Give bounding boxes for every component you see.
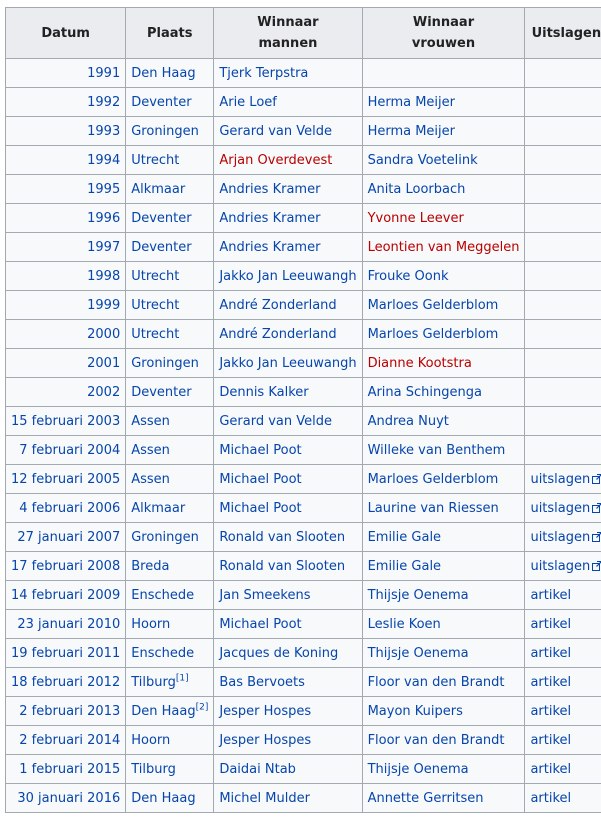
cell-uitslagen (525, 639, 601, 668)
winner-men-link[interactable]: Michael Poot (219, 442, 302, 458)
cell-datum (6, 349, 126, 378)
cell-datum (6, 146, 126, 175)
cell-uitslagen (525, 204, 601, 233)
cell-datum (6, 552, 126, 581)
winner-women-link[interactable]: Yvonne Leever (367, 210, 464, 226)
cell-winnaar-vrouwen (362, 349, 525, 378)
cell-winnaar-mannen (214, 117, 362, 146)
place-link[interactable]: Alkmaar (131, 500, 186, 516)
cell-uitslagen (525, 436, 601, 465)
date-link[interactable]: 1994 (87, 152, 121, 168)
place-link[interactable]: Tilburg (131, 761, 176, 777)
cell-winnaar-vrouwen (362, 668, 525, 697)
winner-men-link[interactable]: Michael Poot (219, 500, 302, 516)
table-row (6, 378, 601, 407)
cell-datum (6, 697, 126, 726)
table-row (6, 146, 601, 175)
winner-men-link[interactable]: Arie Loef (219, 94, 277, 110)
date-link[interactable]: 2 februari 2013 (19, 703, 121, 719)
date-link[interactable]: 1995 (87, 181, 121, 197)
cell-winnaar-mannen (214, 668, 362, 697)
place-link[interactable]: Assen (131, 413, 170, 429)
place-link[interactable]: Utrecht (131, 152, 180, 168)
cell-datum (6, 755, 126, 784)
winner-men-link[interactable]: Dennis Kalker (219, 384, 309, 400)
cell-uitslagen (525, 784, 601, 813)
table-row (6, 349, 601, 378)
table-row (6, 204, 601, 233)
cell-winnaar-vrouwen (362, 233, 525, 262)
date-link[interactable]: 4 februari 2006 (19, 500, 121, 516)
cell-datum (6, 668, 126, 697)
cell-uitslagen (525, 59, 601, 88)
cell-datum (6, 233, 126, 262)
place-link[interactable]: Enschede (131, 587, 195, 603)
table-row (6, 523, 601, 552)
cell-datum (6, 378, 126, 407)
winner-men-link[interactable]: Jakko Jan Leeuwangh (219, 355, 357, 371)
article-link[interactable]: artikel (530, 645, 572, 661)
date-link[interactable]: 1997 (87, 239, 121, 255)
article-link[interactable]: artikel (530, 674, 572, 690)
cell-plaats (126, 233, 214, 262)
winner-women-link[interactable]: Emilie Gale (367, 558, 442, 574)
cell-plaats (126, 378, 214, 407)
cell-plaats (126, 117, 214, 146)
cell-winnaar-mannen (214, 88, 362, 117)
cell-uitslagen (525, 378, 601, 407)
cell-plaats (126, 494, 214, 523)
table-row (6, 697, 601, 726)
winner-men-link[interactable]: Jesper Hospes (219, 703, 312, 719)
cell-winnaar-mannen (214, 494, 362, 523)
cell-winnaar-mannen (214, 146, 362, 175)
header-plaats[interactable]: Plaats (126, 8, 214, 59)
cell-plaats (126, 204, 214, 233)
article-link[interactable]: artikel (530, 616, 572, 632)
cell-datum (6, 726, 126, 755)
date-link[interactable]: 2002 (87, 384, 121, 400)
cell-datum (6, 494, 126, 523)
article-link[interactable]: artikel (530, 732, 572, 748)
cell-plaats (126, 668, 214, 697)
cell-winnaar-vrouwen (362, 581, 525, 610)
header-winnaar-mannen[interactable]: Winnaar mannen (214, 8, 362, 59)
table-row (6, 407, 601, 436)
place-link[interactable]: Assen (131, 442, 170, 458)
cell-uitslagen (525, 117, 601, 146)
place-link[interactable]: Deventer (131, 94, 192, 110)
cell-winnaar-mannen (214, 581, 362, 610)
winner-men-link[interactable]: Jesper Hospes (219, 732, 312, 748)
winner-women-link[interactable]: Leontien van Meggelen (367, 239, 520, 255)
date-link[interactable]: 1992 (87, 94, 121, 110)
cell-uitslagen (525, 291, 601, 320)
table-row (6, 465, 601, 494)
table-row (6, 639, 601, 668)
winner-men-link[interactable]: Jacques de Koning (219, 645, 339, 661)
cell-datum (6, 784, 126, 813)
cell-winnaar-mannen (214, 204, 362, 233)
cell-plaats (126, 349, 214, 378)
place-link[interactable]: Alkmaar (131, 181, 186, 197)
cell-uitslagen (525, 552, 601, 581)
cell-winnaar-vrouwen (362, 784, 525, 813)
place-link[interactable]: Den Haag (131, 790, 196, 806)
cell-plaats (126, 59, 214, 88)
place-link[interactable]: Groningen (131, 123, 199, 139)
cell-winnaar-vrouwen (362, 755, 525, 784)
cell-winnaar-mannen (214, 378, 362, 407)
cell-winnaar-vrouwen (362, 378, 525, 407)
cell-datum (6, 639, 126, 668)
cell-plaats (126, 726, 214, 755)
winner-women-link[interactable]: Marloes Gelderblom (367, 297, 499, 313)
article-link[interactable]: artikel (530, 761, 572, 777)
winner-women-link[interactable]: Leslie Koen (367, 616, 441, 632)
winner-women-link[interactable]: Mayon Kuipers (367, 703, 463, 719)
cell-datum (6, 88, 126, 117)
cell-plaats (126, 639, 214, 668)
table-row (6, 755, 601, 784)
date-link[interactable]: 17 februari 2008 (11, 558, 121, 574)
cell-plaats (126, 146, 214, 175)
cell-winnaar-mannen (214, 610, 362, 639)
cell-winnaar-vrouwen (362, 262, 525, 291)
place-link[interactable]: Groningen (131, 529, 199, 545)
cell-winnaar-vrouwen (362, 552, 525, 581)
cell-datum (6, 610, 126, 639)
cell-datum (6, 581, 126, 610)
winner-women-link[interactable]: Frouke Oonk (367, 268, 449, 284)
winner-men-link[interactable]: Bas Bervoets (219, 674, 305, 690)
table-row (6, 726, 601, 755)
table-row (6, 784, 601, 813)
cell-winnaar-vrouwen (362, 175, 525, 204)
table-row (6, 610, 601, 639)
date-link[interactable]: 2 februari 2014 (19, 732, 121, 748)
winner-women-link[interactable]: Thijsje Oenema (367, 587, 469, 603)
place-link[interactable]: Breda (131, 558, 170, 574)
winner-men-link[interactable]: Daidai Ntab (219, 761, 296, 777)
cell-plaats (126, 755, 214, 784)
cell-uitslagen (525, 465, 601, 494)
date-link[interactable]: 30 januari 2016 (17, 790, 121, 806)
table-row (6, 59, 601, 88)
winner-women-link[interactable]: Marloes Gelderblom (367, 471, 499, 487)
article-link[interactable]: artikel (530, 703, 572, 719)
header-uitslagen[interactable]: Uitslagen (525, 8, 601, 59)
winner-women-link[interactable]: Marloes Gelderblom (367, 326, 499, 342)
table-row (6, 233, 601, 262)
cell-datum (6, 59, 126, 88)
place-link[interactable]: Utrecht (131, 297, 180, 313)
table-row (6, 436, 601, 465)
place-link[interactable]: Deventer (131, 239, 192, 255)
cell-winnaar-vrouwen (362, 291, 525, 320)
cell-winnaar-vrouwen (362, 407, 525, 436)
winner-men-link[interactable]: Arjan Overdevest (219, 152, 333, 168)
winner-women-link[interactable]: Emilie Gale (367, 529, 442, 545)
cell-winnaar-vrouwen (362, 146, 525, 175)
reference-link[interactable]: [2] (195, 702, 209, 713)
winner-women-link[interactable]: Thijsje Oenema (367, 645, 469, 661)
cell-winnaar-mannen (214, 552, 362, 581)
place-link[interactable]: Deventer (131, 210, 192, 226)
cell-plaats (126, 88, 214, 117)
cell-uitslagen (525, 233, 601, 262)
external-link-icon (592, 561, 601, 571)
cell-datum (6, 291, 126, 320)
cell-plaats (126, 175, 214, 204)
winner-men-link[interactable]: Michel Mulder (219, 790, 310, 806)
cell-uitslagen (525, 523, 601, 552)
winner-women-link[interactable]: Herma Meijer (367, 94, 455, 110)
cell-plaats (126, 465, 214, 494)
cell-winnaar-mannen (214, 639, 362, 668)
place-link[interactable]: Assen (131, 471, 170, 487)
winner-women-link[interactable]: Laurine van Riessen (367, 500, 499, 516)
cell-uitslagen (525, 755, 601, 784)
cell-winnaar-vrouwen (362, 494, 525, 523)
winner-men-link[interactable]: Michael Poot (219, 471, 302, 487)
cell-winnaar-vrouwen (362, 320, 525, 349)
results-external-link[interactable]: uitslagen (530, 529, 591, 545)
cell-datum (6, 117, 126, 146)
winner-women-link[interactable]: Arina Schingenga (367, 384, 482, 400)
external-link-icon (592, 474, 601, 484)
cell-winnaar-vrouwen (362, 117, 525, 146)
cell-plaats (126, 581, 214, 610)
cell-winnaar-mannen (214, 784, 362, 813)
cell-winnaar-vrouwen (362, 465, 525, 494)
table-row (6, 668, 601, 697)
cell-plaats (126, 291, 214, 320)
cell-plaats (126, 320, 214, 349)
cell-datum (6, 407, 126, 436)
date-link[interactable]: 19 februari 2011 (11, 645, 121, 661)
cell-winnaar-vrouwen (362, 436, 525, 465)
cell-winnaar-mannen (214, 755, 362, 784)
place-link[interactable]: Enschede (131, 645, 195, 661)
cell-uitslagen (525, 581, 601, 610)
date-link[interactable]: 1999 (87, 297, 121, 313)
cell-uitslagen (525, 668, 601, 697)
place-link[interactable]: Utrecht (131, 268, 180, 284)
cell-winnaar-mannen (214, 465, 362, 494)
cell-plaats (126, 610, 214, 639)
cell-datum (6, 204, 126, 233)
results-external-link[interactable]: uitslagen (530, 471, 591, 487)
cell-winnaar-mannen (214, 697, 362, 726)
date-link[interactable]: 2000 (87, 326, 121, 342)
winner-men-link[interactable]: Michael Poot (219, 616, 302, 632)
winner-men-link[interactable]: Tjerk Terpstra (219, 65, 309, 81)
cell-winnaar-mannen (214, 320, 362, 349)
cell-uitslagen (525, 146, 601, 175)
winner-women-link[interactable]: Floor van den Brandt (367, 674, 505, 690)
cell-winnaar-vrouwen (362, 697, 525, 726)
place-link[interactable]: Deventer (131, 384, 192, 400)
winner-men-link[interactable]: Andries Kramer (219, 210, 321, 226)
date-link[interactable]: 2001 (87, 355, 121, 371)
cell-winnaar-mannen (214, 436, 362, 465)
date-link[interactable]: 1 februari 2015 (19, 761, 121, 777)
cell-winnaar-mannen (214, 291, 362, 320)
cell-datum (6, 465, 126, 494)
winner-women-link[interactable]: Thijsje Oenema (367, 761, 469, 777)
header-row (6, 8, 601, 59)
table-row (6, 320, 601, 349)
place-link[interactable]: Groningen (131, 355, 199, 371)
winner-men-link[interactable]: André Zonderland (219, 326, 337, 342)
cell-winnaar-vrouwen (362, 610, 525, 639)
place-link[interactable]: Den Haag (131, 65, 196, 81)
winner-men-link[interactable]: Jan Smeekens (219, 587, 311, 603)
cell-uitslagen (525, 349, 601, 378)
cell-uitslagen (525, 726, 601, 755)
winner-women-link[interactable]: Sandra Voetelink (367, 152, 478, 168)
date-link[interactable]: 7 februari 2004 (19, 442, 121, 458)
cell-plaats (126, 262, 214, 291)
winner-men-link[interactable]: Ronald van Slooten (219, 558, 346, 574)
cell-winnaar-vrouwen (362, 88, 525, 117)
article-link[interactable]: artikel (530, 587, 572, 603)
winner-men-link[interactable]: Jakko Jan Leeuwangh (219, 268, 357, 284)
table-row (6, 88, 601, 117)
table-row (6, 291, 601, 320)
cell-uitslagen (525, 262, 601, 291)
cell-uitslagen (525, 320, 601, 349)
cell-winnaar-vrouwen (362, 726, 525, 755)
results-external-link[interactable]: uitslagen (530, 500, 591, 516)
cell-datum (6, 175, 126, 204)
winner-women-link[interactable]: Floor van den Brandt (367, 732, 505, 748)
winner-women-link[interactable]: Annette Gerritsen (367, 790, 484, 806)
winner-men-link[interactable]: Andries Kramer (219, 239, 321, 255)
cell-plaats (126, 407, 214, 436)
cell-winnaar-mannen (214, 349, 362, 378)
place-link[interactable]: Den Haag (131, 703, 196, 719)
cell-plaats (126, 523, 214, 552)
header-datum[interactable]: Datum (6, 8, 126, 59)
table-row (6, 494, 601, 523)
cell-uitslagen (525, 697, 601, 726)
winner-women-link[interactable]: Willeke van Benthem (367, 442, 506, 458)
table-row (6, 262, 601, 291)
cell-winnaar-mannen (214, 262, 362, 291)
date-link[interactable]: 1991 (87, 65, 121, 81)
cell-uitslagen (525, 407, 601, 436)
winner-women-link[interactable]: Anita Loorbach (367, 181, 466, 197)
date-link[interactable]: 18 februari 2012 (11, 674, 121, 690)
winner-women-link[interactable]: Andrea Nuyt (367, 413, 449, 429)
cell-winnaar-vrouwen (362, 639, 525, 668)
external-link-icon (592, 532, 601, 542)
date-link[interactable]: 14 februari 2009 (11, 587, 121, 603)
cell-winnaar-vrouwen (362, 204, 525, 233)
cell-uitslagen (525, 610, 601, 639)
cell-plaats (126, 436, 214, 465)
cell-datum (6, 262, 126, 291)
date-link[interactable]: 1993 (87, 123, 121, 139)
cell-winnaar-vrouwen (362, 523, 525, 552)
cell-datum (6, 523, 126, 552)
place-link[interactable]: Hoorn (131, 616, 171, 632)
winner-women-link[interactable]: Herma Meijer (367, 123, 455, 139)
results-table (5, 7, 601, 813)
winner-men-link[interactable]: André Zonderland (219, 297, 337, 313)
date-link[interactable]: 23 januari 2010 (17, 616, 121, 632)
winner-men-link[interactable]: Gerard van Velde (219, 123, 332, 139)
cell-uitslagen (525, 494, 601, 523)
cell-winnaar-vrouwen (362, 59, 525, 88)
place-link[interactable]: Utrecht (131, 326, 180, 342)
table-row (6, 175, 601, 204)
cell-datum (6, 436, 126, 465)
table-row (6, 117, 601, 146)
cell-datum (6, 320, 126, 349)
cell-uitslagen (525, 175, 601, 204)
winner-women-link[interactable]: Dianne Kootstra (367, 355, 472, 371)
article-link[interactable]: artikel (530, 790, 572, 806)
cell-winnaar-mannen (214, 59, 362, 88)
header-winnaar-vrouwen[interactable]: Winnaar vrouwen (362, 8, 525, 59)
results-external-link[interactable]: uitslagen (530, 558, 591, 574)
winner-men-link[interactable]: Gerard van Velde (219, 413, 332, 429)
cell-winnaar-mannen (214, 407, 362, 436)
date-link[interactable]: 15 februari 2003 (11, 413, 121, 429)
cell-winnaar-mannen (214, 175, 362, 204)
date-link[interactable]: 12 februari 2005 (11, 471, 121, 487)
external-link-icon (592, 503, 601, 513)
cell-plaats (126, 552, 214, 581)
cell-plaats (126, 784, 214, 813)
date-link[interactable]: 27 januari 2007 (17, 529, 121, 545)
table-row (6, 552, 601, 581)
cell-uitslagen (525, 88, 601, 117)
winner-men-link[interactable]: Andries Kramer (219, 181, 321, 197)
reference-link[interactable]: [1] (175, 673, 189, 684)
cell-plaats (126, 697, 214, 726)
cell-winnaar-mannen (214, 523, 362, 552)
winner-men-link[interactable]: Ronald van Slooten (219, 529, 346, 545)
place-link[interactable]: Hoorn (131, 732, 171, 748)
cell-winnaar-mannen (214, 233, 362, 262)
table-row (6, 581, 601, 610)
date-link[interactable]: 1996 (87, 210, 121, 226)
cell-winnaar-mannen (214, 726, 362, 755)
place-link[interactable]: Tilburg (131, 674, 176, 690)
date-link[interactable]: 1998 (87, 268, 121, 284)
